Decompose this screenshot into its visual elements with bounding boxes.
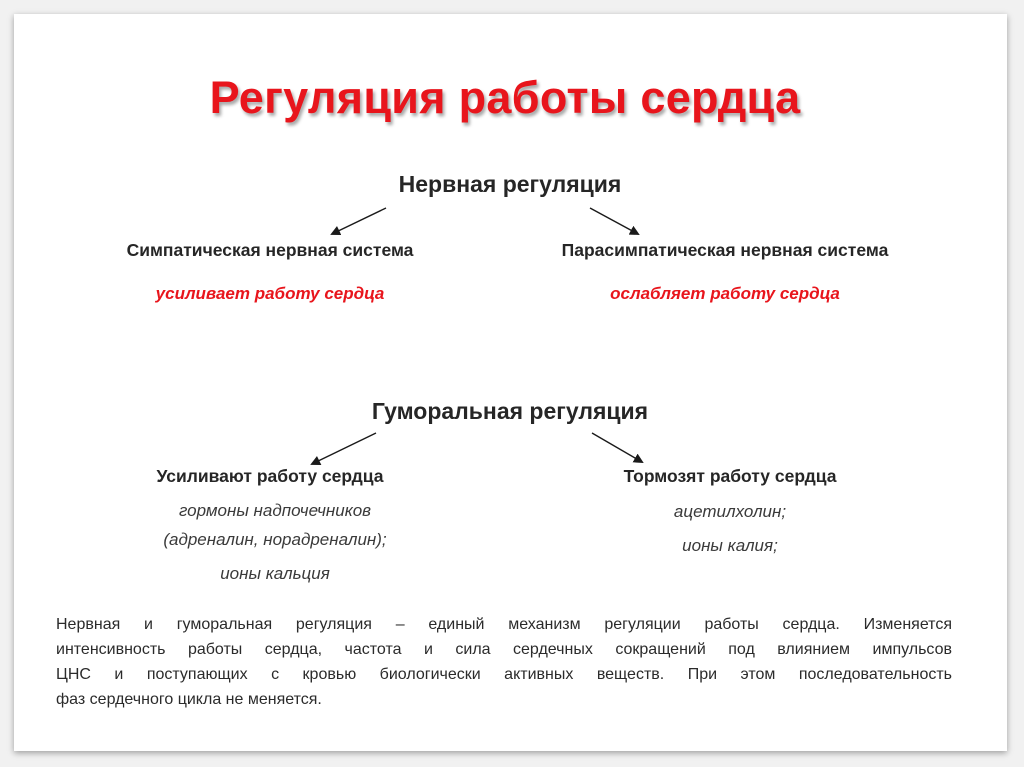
parasympathetic-label: Парасимпатическая нервная система bbox=[561, 240, 889, 260]
summary-line: Нервная и гуморальная регуляция – единый механизм регуляции работы сердца. Изменяется bbox=[56, 616, 952, 633]
enhancers-label: Усиливают работу сердца bbox=[156, 466, 384, 486]
inhibitors-label: Тормозят работу сердца bbox=[623, 466, 837, 486]
summary-line: фаз сердечного цикла не меняется. bbox=[56, 691, 322, 708]
summary-paragraph bbox=[56, 612, 952, 712]
inhibitor-item: ионы калия; bbox=[682, 536, 778, 555]
page-title: Регуляция работы сердца bbox=[209, 72, 801, 123]
enhancer-item: (адреналин, норадреналин); bbox=[163, 530, 387, 549]
nervous-regulation-heading: Нервная регуляция bbox=[398, 171, 622, 197]
parasympathetic-effect: ослабляет работу сердца bbox=[610, 284, 840, 303]
sympathetic-effect: усиливает работу сердца bbox=[155, 284, 385, 303]
sympathetic-label: Симпатическая нервная система bbox=[126, 240, 414, 260]
summary-line: интенсивность работы сердца, частота и сила сердечных сокращений под влиянием импульсов bbox=[56, 641, 952, 658]
enhancer-item: гормоны надпочечников bbox=[178, 501, 372, 520]
summary-line: ЦНС и поступающих с кровью биологически активных веществ. При этом последовательность bbox=[56, 666, 952, 683]
enhancer-item: ионы кальция bbox=[220, 564, 330, 583]
humoral-regulation-heading: Гуморальная регуляция bbox=[371, 398, 649, 424]
inhibitor-item: ацетилхолин; bbox=[673, 502, 787, 521]
